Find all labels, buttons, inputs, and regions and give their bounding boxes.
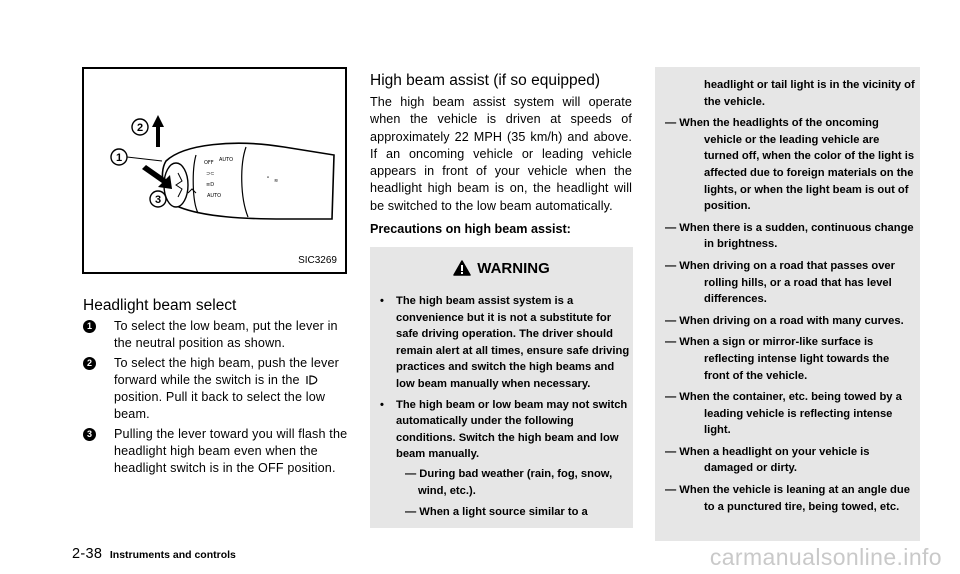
step-1 [83, 318, 353, 353]
continuation-list [665, 77, 915, 520]
page-number: 2-38 [72, 546, 103, 562]
headlight-symbol-icon [305, 375, 321, 385]
callout-3: 3 [154, 194, 162, 206]
condition-item: — When the headlights of the oncoming vehicle or the leading vehicle are turned off, when the color of the light is affected due to foreign materials on the lights, or when the light beam is out of position. [665, 117, 915, 213]
page-footer [72, 546, 236, 562]
svg-text:⚬: ⚬ [266, 175, 271, 181]
watermark-link[interactable]: carmanualsonline.info [709, 544, 942, 570]
warning-sub-item-2: — When a light source similar to a [405, 506, 588, 519]
warning-sub-list [396, 466, 630, 521]
condition-item: — When the container, etc. being towed by a leading vehicle is reflecting intense light. [665, 391, 902, 437]
warning-header [370, 260, 633, 277]
warning-continuation-box [655, 67, 920, 541]
headlight-beam-select-heading: Headlight beam select [83, 297, 237, 314]
svg-text:⊃⊂: ⊃⊂ [206, 171, 215, 177]
warning-item-1 [380, 293, 630, 393]
condition-item: — When a headlight on your vehicle is damaged or dirty. [665, 445, 870, 475]
warning-sub-item-1: — During bad weather (rain, fog, snow, wind, etc.). [405, 467, 613, 497]
condition-item: — When driving on a road with many curves. [665, 314, 904, 327]
step-2-text-a: To select the high beam, push the lever forward while the switch is in the [114, 355, 339, 387]
warning-triangle-icon [453, 260, 471, 276]
step-number-2: 2 [83, 357, 96, 370]
condition-item: — When driving on a road that passes over rolling hills, or a road that has level differences. [665, 259, 896, 306]
condition-item: — When the vehicle is leaning at an angle due to a punctured tire, being towed, etc. [665, 484, 910, 513]
warning-item-1-text: The high beam assist system is a convenience but it is not a substitute for safe driving operation. The driver should remain alert at all times, ensure safe driving practices and switch the high beams and low beam manually when necessary. [396, 295, 630, 390]
step-2-text-b: position. Pull it back to select the low beam. [114, 390, 326, 422]
step-1-text: To select the low beam, put the lever in the neutral position as shown. [114, 319, 338, 351]
step-3 [83, 426, 353, 478]
warning-list [380, 293, 630, 526]
high-beam-assist-body: The high beam assist system will operate when the vehicle is driven at speeds of approximately 22 MPH (35 km/h) and above. If an oncoming vehicle or leading vehicle appears in front of your vehicle when the headlight high beam is on, the headlight will be switched to the low beam automatically. [370, 95, 632, 213]
step-2 [83, 355, 353, 424]
svg-text:AUTO: AUTO [207, 193, 222, 199]
headlight-steps [83, 318, 353, 480]
precautions-heading: Precautions on high beam assist: [370, 222, 571, 236]
step-number-3: 3 [83, 428, 96, 441]
step-number-1: 1 [83, 320, 96, 333]
svg-text:≋: ≋ [274, 178, 279, 184]
high-beam-assist-heading: High beam assist (if so equipped) [370, 72, 601, 89]
warning-item-2 [380, 397, 630, 521]
callout-1: 1 [115, 152, 123, 164]
warning-item-2-text: The high beam or low beam may not switch automatically under the following conditions. Switch the high beam and low beam manually. [396, 398, 628, 461]
callout-2: 2 [136, 122, 144, 134]
svg-text:AUTO: AUTO [219, 157, 234, 163]
warning-box [370, 247, 633, 528]
figure-headlight-lever [82, 67, 347, 274]
continuation-text: headlight or tail light is in the vicinity of the vehicle. [704, 79, 915, 108]
condition-item: — When a sign or mirror-like surface is reflecting intense light towards the front of the vehicle. [665, 336, 890, 382]
bullet-icon: • [380, 398, 384, 411]
step-3-text: Pulling the lever toward you will flash the headlight high beam even when the headlight switch is in the OFF position. [114, 426, 348, 476]
headlight-lever-illustration [84, 69, 345, 272]
condition-item: — When there is a sudden, continuous change in brightness. [665, 221, 914, 251]
svg-text:≡D: ≡D [206, 182, 215, 188]
svg-text:OFF: OFF [204, 160, 214, 166]
warning-label: WARNING [477, 260, 550, 277]
bullet-icon: • [380, 295, 384, 307]
page-section-label: Instruments and controls [109, 549, 236, 561]
figure-code: SIC3269 [298, 255, 337, 266]
